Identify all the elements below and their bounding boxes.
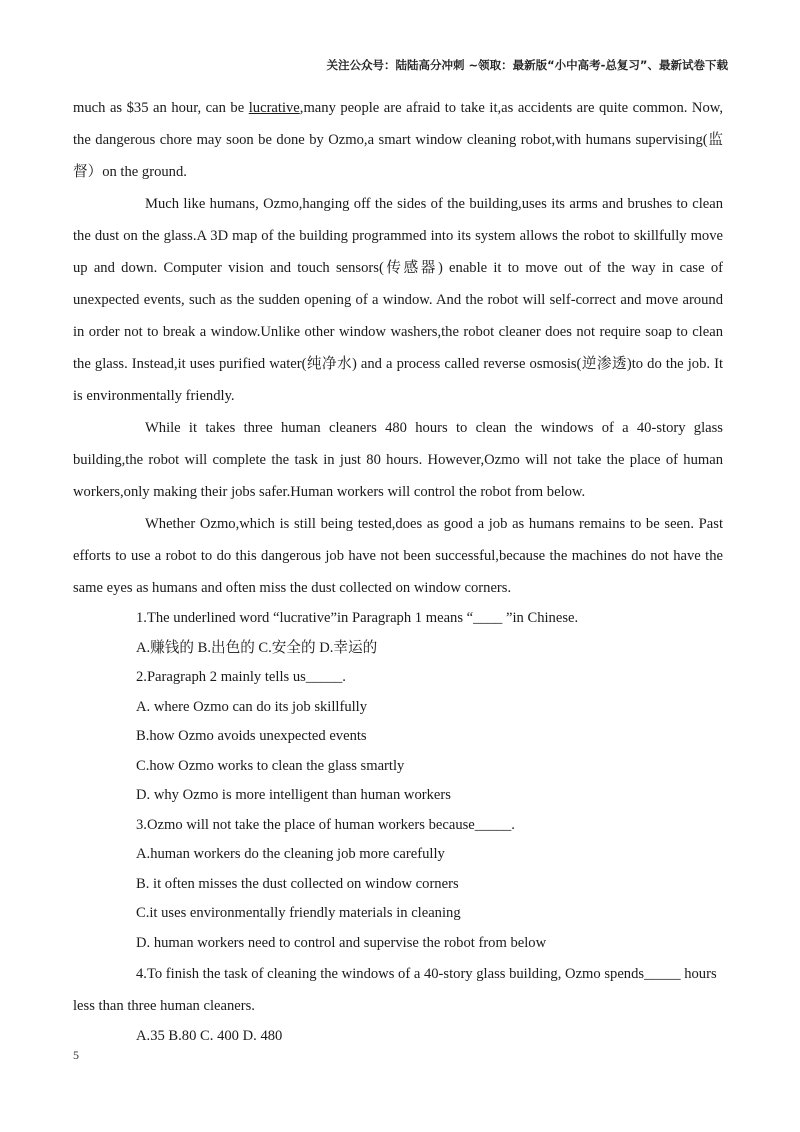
document-body — [73, 92, 723, 1052]
page-header: 关注公众号：陆陆高分冲刺 ~领取：最新版“小中高考-总复习”、最新试卷下载 — [326, 58, 728, 72]
question-4-stem: 4.To finish the task of cleaning the windows of a 40-story glass building, Ozmo spends_____ hours less than three human cleaners. — [73, 966, 717, 1014]
question-3-option-a: A.human workers do the cleaning job more carefully — [136, 846, 445, 862]
question-1-stem: 1.The underlined word “lucrative”in Paragraph 1 means “____ ”in Chinese. — [136, 610, 579, 626]
question-2-option-d: D. why Ozmo is more intelligent than human workers — [136, 787, 451, 803]
page-number: 5 — [73, 1048, 79, 1062]
paragraph-1 — [73, 92, 723, 188]
question-3-stem: 3.Ozmo will not take the place of human workers because_____. — [136, 816, 515, 833]
question-2-stem: 2.Paragraph 2 mainly tells us_____. — [136, 669, 346, 685]
paragraph-1-end: ,many people are afraid to take it,as accidents are quite common. Now, the dangerous chore may soon be done by Ozmo,a smart window cleaning robot,with humans supervising(监督）on the ground. — [73, 100, 723, 180]
paragraph-3: While it takes three human cleaners 480 hours to clean the windows of a 40-story glass building,the robot will complete the task in just 80 hours. However,Ozmo will not take the place of human workers,only making their jobs safer.Human workers will control the robot from below. — [73, 420, 723, 500]
question-1-options: A.赚钱的 B.出色的 C.安全的 D.幸运的 — [136, 639, 378, 656]
question-3-option-d: D. human workers need to control and supervise the robot from below — [136, 934, 547, 951]
question-4-options: A.35 B.80 C. 400 D. 480 — [136, 1028, 283, 1044]
paragraph-2: Much like humans, Ozmo,hanging off the sides of the building,uses its arms and brushes to clean the dust on the glass.A 3D map of the building programmed into its system allows the robot to skillfully move up and down. Computer vision and touch sensors(传感器) enable it to move out of the way in case of unexpected events, such as the sudden opening of a window. And the robot will self-correct and move around in order not to break a window.Unlike other window washers,the robot cleaner does not require soap to clean the glass. Instead,it uses purified water(纯净水) and a process called reverse osmosis(逆渗透)to do the job. It is environmentally friendly. — [73, 196, 723, 404]
question-2-option-b: B.how Ozmo avoids unexpected events — [136, 728, 367, 744]
question-3-option-c: C.it uses environmentally friendly materials in cleaning — [136, 905, 461, 921]
underlined-word-lucrative: lucrative — [248, 100, 300, 116]
question-2-option-c: C.how Ozmo works to clean the glass smartly — [136, 757, 405, 774]
question-2-option-a: A. where Ozmo can do its job skillfully — [136, 698, 368, 715]
paragraph-1-start: much as $35 an hour, can be — [73, 100, 249, 116]
paragraph-4: Whether Ozmo,which is still being tested,does as good a job as humans remains to be seen. Past efforts to use a robot to do this dangerous job have not been successful,because the machines do not have the same eyes as humans and often miss the dust collected on window corners. — [73, 516, 723, 596]
question-3-option-b: B. it often misses the dust collected on window corners — [136, 875, 459, 892]
